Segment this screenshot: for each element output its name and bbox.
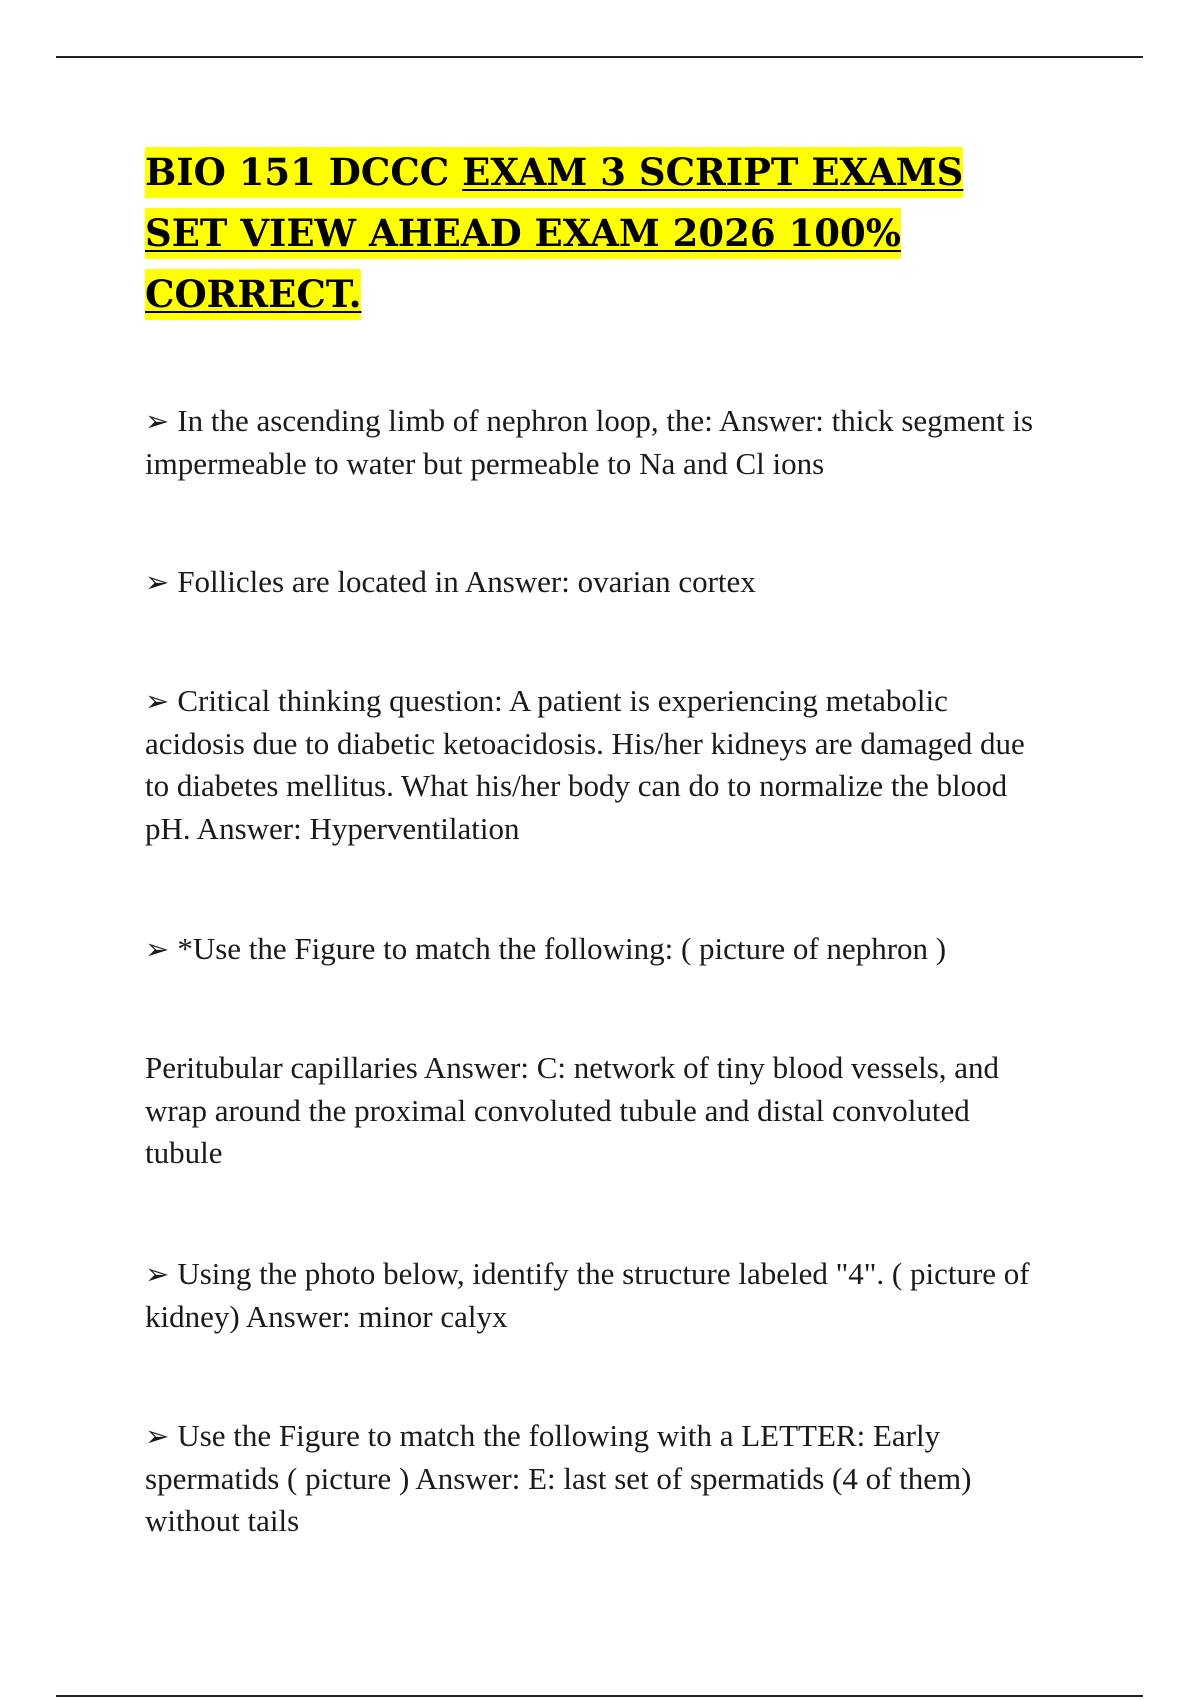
question-text: Using the photo below, identify the structure labeled "4". ( picture of kidney) Answer: minor calyx [145, 1256, 1030, 1334]
answer-text: Peritubular capillaries Answer: C: network of tiny blood vessels, and wrap around the proximal convoluted tubule and distal convoluted tubule [145, 1050, 1000, 1170]
answer-item [145, 1047, 1050, 1175]
title-course-code: BIO 151 DCCC [145, 150, 463, 194]
bottom-divider [56, 1695, 1143, 1697]
arrow-bullet-icon: ➢ [145, 684, 170, 718]
question-item [145, 928, 1050, 971]
question-item [145, 1253, 1050, 1338]
question-item [145, 1415, 1050, 1543]
title-exam-name: EXAM 3 SCRIPT EXAMS SET VIEW AHEAD EXAM 2026 100% CORRECT. [145, 150, 964, 316]
document-title [145, 142, 1045, 325]
question-item [145, 400, 1050, 485]
arrow-bullet-icon: ➢ [145, 1419, 170, 1453]
question-text: Follicles are located in Answer: ovarian cortex [177, 564, 756, 599]
question-text: *Use the Figure to match the following: ( picture of nephron ) [177, 931, 947, 966]
question-item [145, 680, 1050, 850]
question-text: Use the Figure to match the following with a LETTER: Early spermatids ( picture ) Answer: E: last set of spermatids (4 of them) without tails [145, 1418, 972, 1538]
arrow-bullet-icon: ➢ [145, 565, 170, 599]
question-text: Critical thinking question: A patient is experiencing metabolic acidosis due to diabetic ketoacidosis. His/her kidneys are damaged due to diabetes mellitus. What his/her body can do to normalize the blood pH. Answer: Hyperventilation [145, 683, 1025, 846]
arrow-bullet-icon: ➢ [145, 404, 170, 438]
top-divider [56, 56, 1143, 58]
arrow-bullet-icon: ➢ [145, 1257, 170, 1291]
question-text: In the ascending limb of nephron loop, the: Answer: thick segment is impermeable to water but permeable to Na and Cl ions [145, 403, 1034, 481]
arrow-bullet-icon: ➢ [145, 932, 170, 966]
question-item [145, 561, 1050, 604]
